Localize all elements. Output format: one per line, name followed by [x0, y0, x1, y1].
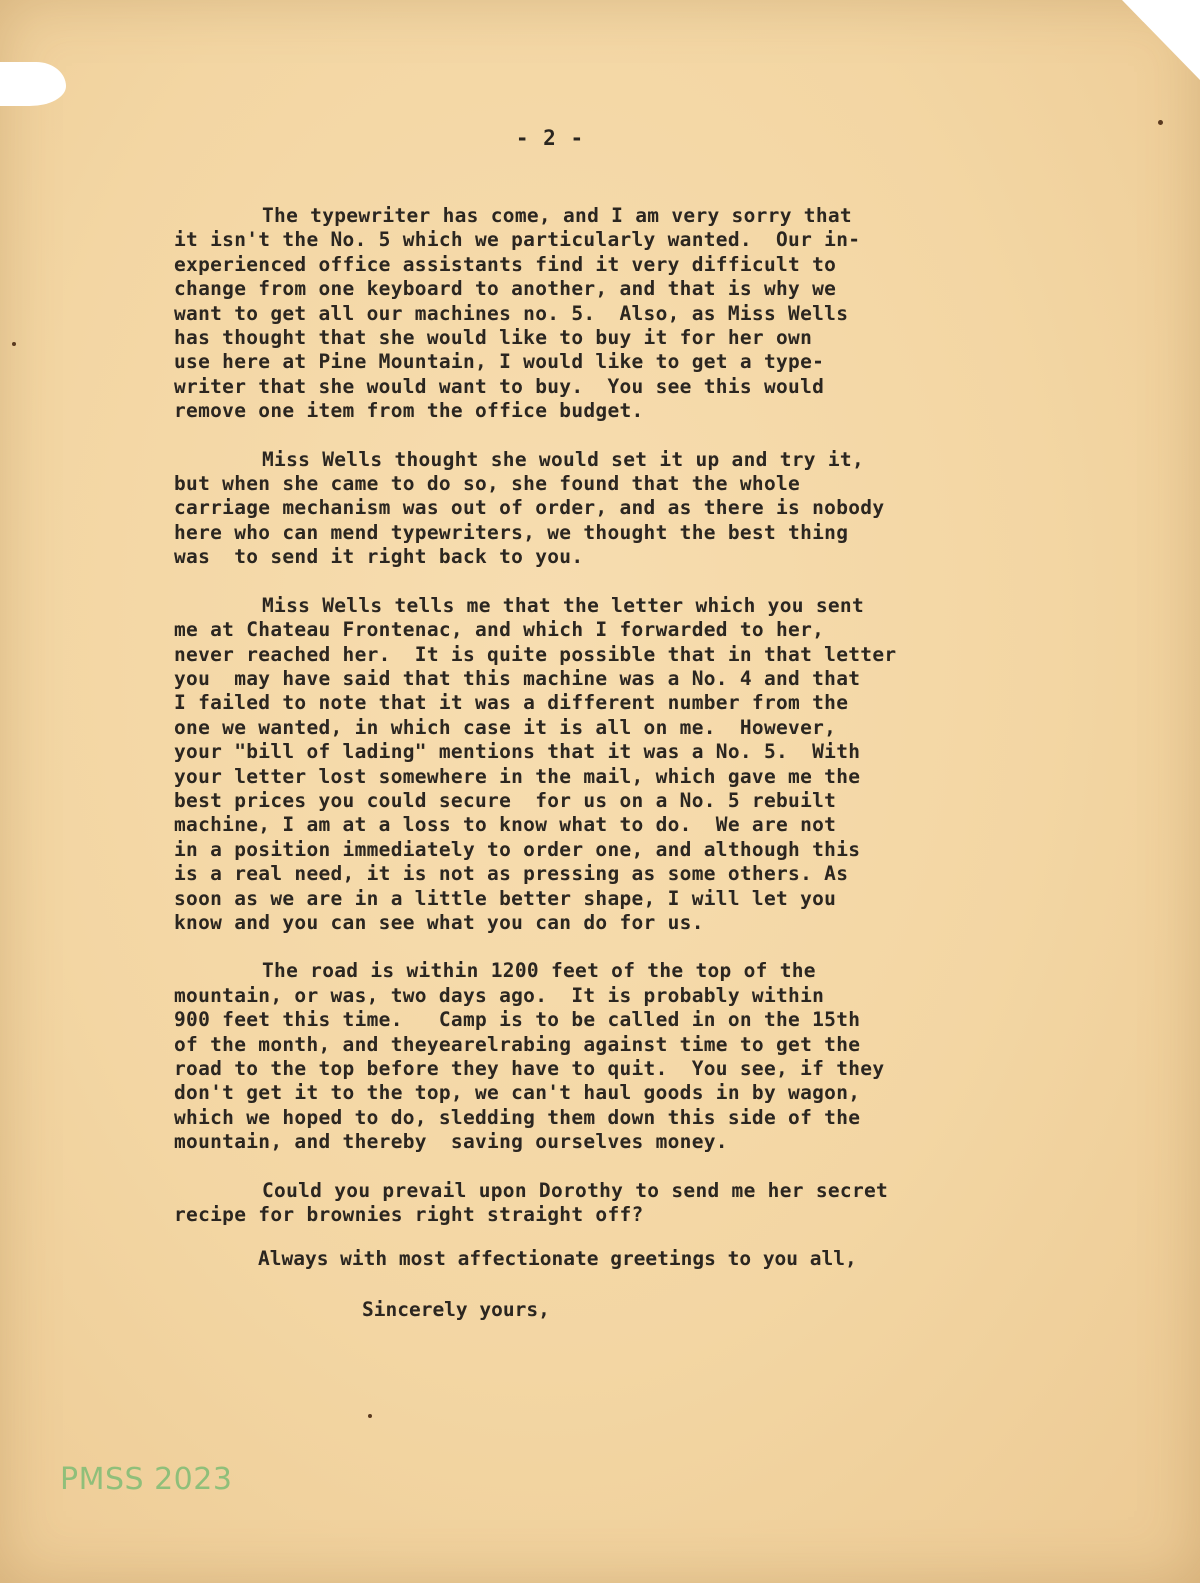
paragraph-4	[174, 959, 1074, 1154]
line: remove one item from the office budget.	[174, 399, 644, 423]
line: in a position immediately to order one, and although this	[174, 837, 861, 861]
line: Miss Wells thought she would set it up and try it,	[262, 447, 864, 471]
paragraph-5	[174, 1179, 1074, 1228]
line: want to get all our machines no. 5. Also, as Miss Wells	[174, 301, 849, 325]
line: me at Chateau Frontenac, and which I forwarded to her,	[174, 618, 825, 642]
line: Could you prevail upon Dorothy to send me her secret	[262, 1178, 889, 1202]
signoff: Sincerely yours,	[362, 1297, 550, 1321]
line: one we wanted, in which case it is all on me. However,	[174, 715, 837, 739]
line: use here at Pine Mountain, I would like to get a type-	[174, 350, 825, 374]
line: mountain, or was, two days ago. It is probably within	[174, 983, 825, 1007]
line: has thought that she would like to buy it for her own	[174, 326, 813, 350]
line: never reached her. It is quite possible that in that letter	[174, 642, 897, 666]
torn-edge	[0, 62, 66, 106]
line: but when she came to do so, she found that the whole	[174, 472, 801, 496]
page-number: - 2 -	[515, 126, 585, 150]
line: carriage mechanism was out of order, and as there is nobody	[174, 496, 885, 520]
line: experienced office assistants find it very difficult to	[174, 252, 837, 276]
paragraph-3	[174, 594, 1074, 936]
line: of the month, and theyearelrabing against time to get the	[174, 1032, 861, 1056]
line: it isn't the No. 5 which we particularly wanted. Our in-	[174, 228, 861, 252]
line: The typewriter has come, and I am very sorry that	[262, 204, 852, 227]
archive-watermark: PMSS 2023	[60, 1462, 233, 1497]
line: change from one keyboard to another, and that is why we	[174, 277, 837, 301]
line: Miss Wells tells me that the letter which you sent	[262, 593, 864, 617]
line: soon as we are in a little better shape, I will let you	[174, 886, 837, 910]
line: The road is within 1200 feet of the top of the	[262, 959, 816, 983]
line: recipe for brownies right straight off?	[174, 1203, 644, 1227]
line: was to send it right back to you.	[174, 545, 584, 569]
ink-speck	[368, 1414, 372, 1418]
line: know and you can see what you can do for us.	[174, 910, 704, 934]
line: machine, I am at a loss to know what to do. We are not	[174, 813, 837, 837]
line: mountain, and thereby saving ourselves money.	[174, 1130, 728, 1154]
ink-speck	[12, 342, 16, 346]
line: road to the top before they have to quit. You see, if they	[174, 1057, 885, 1080]
paragraph-2	[174, 448, 1074, 570]
paragraph-1	[174, 204, 1074, 424]
torn-corner	[1080, 0, 1200, 80]
line: 900 feet this time. Camp is to be called in on the 15th	[174, 1008, 861, 1032]
closing-line: Always with most affectionate greetings to you all,	[258, 1247, 857, 1271]
line: your letter lost somewhere in the mail, which gave me the	[174, 764, 861, 788]
line: is a real need, it is not as pressing as some others. As	[174, 862, 849, 886]
line: you may have said that this machine was a No. 4 and that	[174, 666, 861, 690]
line: don't get it to the top, we can't haul goods in by wagon,	[174, 1081, 861, 1105]
letter-body	[174, 204, 1074, 1322]
line: I failed to note that it was a different number from the	[174, 691, 849, 715]
line: writer that she would want to buy. You see this would	[174, 374, 825, 398]
line: your "bill of lading" mentions that it was a No. 5. With	[174, 740, 861, 764]
line: here who can mend typewriters, we thought the best thing	[174, 520, 849, 544]
line: which we hoped to do, sledding them down this side of the	[174, 1105, 861, 1129]
line: best prices you could secure for us on a No. 5 rebuilt	[174, 788, 837, 812]
ink-speck	[1158, 120, 1163, 125]
